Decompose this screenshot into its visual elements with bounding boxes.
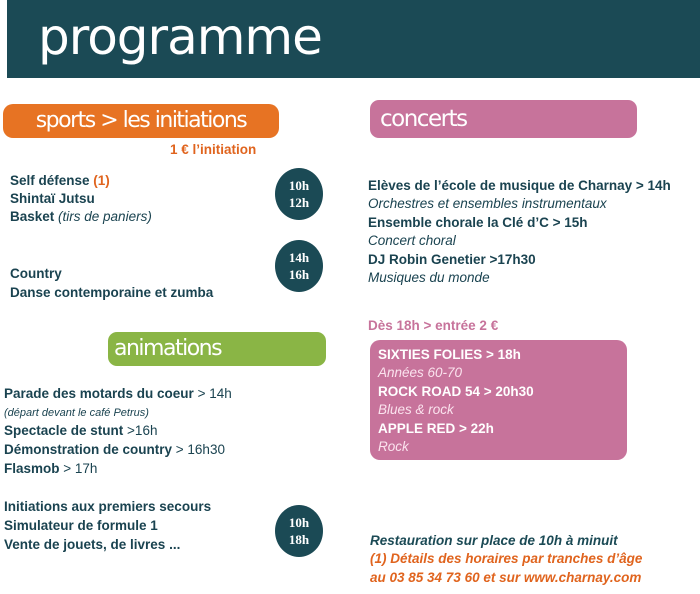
- activity-name: Basket: [10, 209, 59, 224]
- activity-name: Démonstration de country: [4, 442, 173, 457]
- sports-price: 1 € l’initiation: [170, 142, 257, 157]
- list-item: Initiations aux premiers secours: [4, 499, 212, 514]
- time-end: 12h: [288, 195, 310, 210]
- list-item: APPLE RED > 22h: [378, 421, 494, 436]
- concert-description: Rock: [378, 439, 409, 454]
- concert-description: Blues & rock: [378, 402, 454, 417]
- activity-note: (tirs de paniers): [58, 209, 152, 224]
- activity-note: (départ devant le café Petrus): [4, 407, 149, 419]
- list-item: Simulateur de formule 1: [4, 518, 158, 533]
- time-end: 18h: [288, 532, 310, 547]
- concert-description: Orchestres et ensembles instrumentaux: [368, 196, 607, 211]
- animations-section-label: animations: [108, 332, 326, 366]
- restauration-note: Restauration sur place de 10h à minuit: [370, 533, 618, 548]
- activity-name: Spectacle de stunt: [4, 423, 124, 438]
- list-item: Danse contemporaine et zumba: [10, 285, 214, 300]
- footnote-marker: (1): [93, 173, 110, 188]
- activity-name: Self défense: [10, 173, 94, 188]
- list-item: DJ Robin Genetier >17h30: [368, 252, 536, 267]
- list-item: [4, 460, 97, 479]
- time-badge: [275, 240, 323, 292]
- activity-time: >16h: [123, 423, 158, 438]
- list-item: [10, 172, 110, 191]
- activity-name: Flasmob: [4, 461, 60, 476]
- list-item: [10, 208, 152, 227]
- list-item: [4, 385, 232, 404]
- time-start: 10h: [288, 178, 310, 193]
- list-item: [4, 441, 225, 460]
- concert-description: Musiques du monde: [368, 270, 490, 285]
- activity-time: > 17h: [59, 461, 98, 476]
- activity-time: > 16h30: [172, 442, 225, 457]
- list-item: Country: [10, 266, 62, 281]
- list-item: Vente de jouets, de livres ...: [4, 537, 181, 552]
- list-item: Ensemble chorale la Clé d’C > 15h: [368, 215, 588, 230]
- concerts-section-label: concerts: [370, 100, 637, 138]
- list-item: SIXTIES FOLIES > 18h: [378, 347, 521, 362]
- concert-description: Années 60-70: [378, 365, 463, 380]
- time-start: 14h: [288, 250, 310, 265]
- concert-description: Concert choral: [368, 233, 456, 248]
- list-item: Elèves de l’école de musique de Charnay > 14h: [368, 178, 671, 193]
- time-start: 10h: [288, 515, 310, 530]
- list-item: [4, 422, 157, 441]
- footnote-details: (1) Détails des horaires par tranches d’âge: [370, 551, 643, 566]
- time-badge: [275, 168, 323, 220]
- time-end: 16h: [288, 267, 310, 282]
- activity-time: > 14h: [193, 386, 232, 401]
- list-item: Shintaï Jutsu: [10, 191, 95, 206]
- evening-concerts-box: [370, 340, 627, 460]
- time-badge: [275, 505, 323, 557]
- page-title: programme: [38, 8, 322, 66]
- activity-name: Parade des motards du coeur: [4, 386, 194, 401]
- evening-entry-price: Dès 18h > entrée 2 €: [368, 318, 499, 333]
- sports-section-label: sports > les initiations: [3, 104, 279, 138]
- contact-info: au 03 85 34 73 60 et sur www.charnay.com: [370, 570, 642, 585]
- list-item: ROCK ROAD 54 > 20h30: [378, 384, 534, 399]
